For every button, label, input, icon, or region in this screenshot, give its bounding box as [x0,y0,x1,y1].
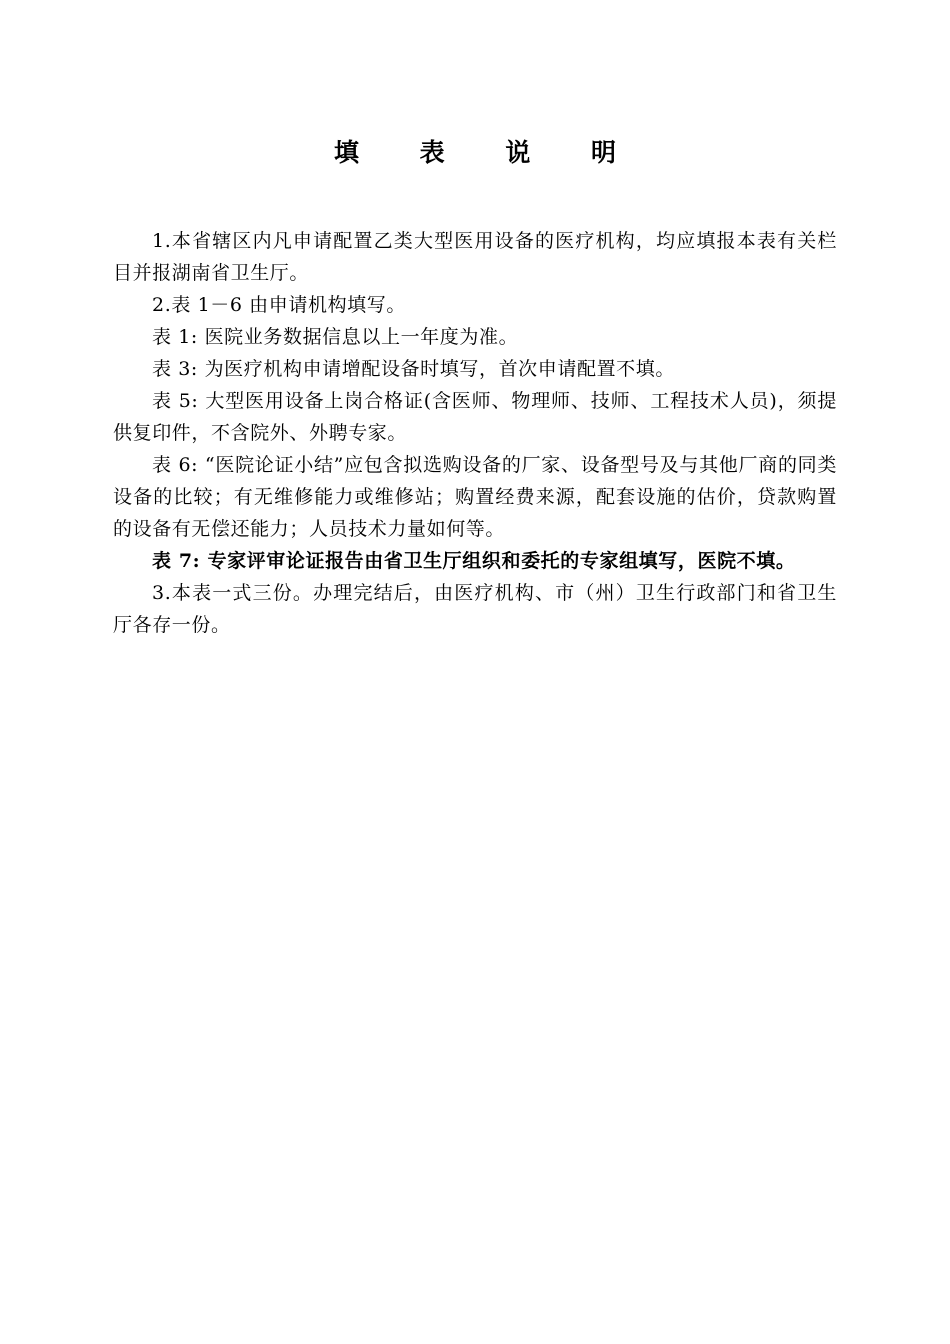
instruction-table-3-note: 表 3: 为医疗机构申请增配设备时填写，首次申请配置不填。 [152,358,675,380]
instruction-table-5-note: 表 5: 大型医用设备上岗合格证(含医师、物理师、技师、工程技术人员)，须提供复印件，不含院外、外聘专家。 [113,390,837,444]
instruction-table-6-note: 表 6: “医院论证小结”应包含拟选购设备的厂家、设备型号及与其他厂商的同类设备的比较；有无维修能力或维修站；购置经费来源，配套设施的估价，贷款购置的设备有无偿还能力；人员技术力量如何等。 [113,454,837,540]
instruction-table-1-note: 表 1: 医院业务数据信息以上一年度为准。 [152,326,519,348]
instruction-table-7-note: 表 7: 专家评审论证报告由省卫生厅组织和委托的专家组填写，医院不填。 [152,550,796,572]
instruction-paragraph-3: 3.本表一式三份。办理完结后，由医疗机构、市（州）卫生行政部门和省卫生厅各存一份。 [113,582,837,636]
instructions-body [113,225,837,641]
instruction-paragraph-1: 1.本省辖区内凡申请配置乙类大型医用设备的医疗机构，均应填报本表有关栏目并报湖南省卫生厅。 [113,230,837,284]
page-title: 填 表 说 明 [333,138,643,167]
instruction-paragraph-2: 2.表 1－6 由申请机构填写。 [152,294,406,316]
